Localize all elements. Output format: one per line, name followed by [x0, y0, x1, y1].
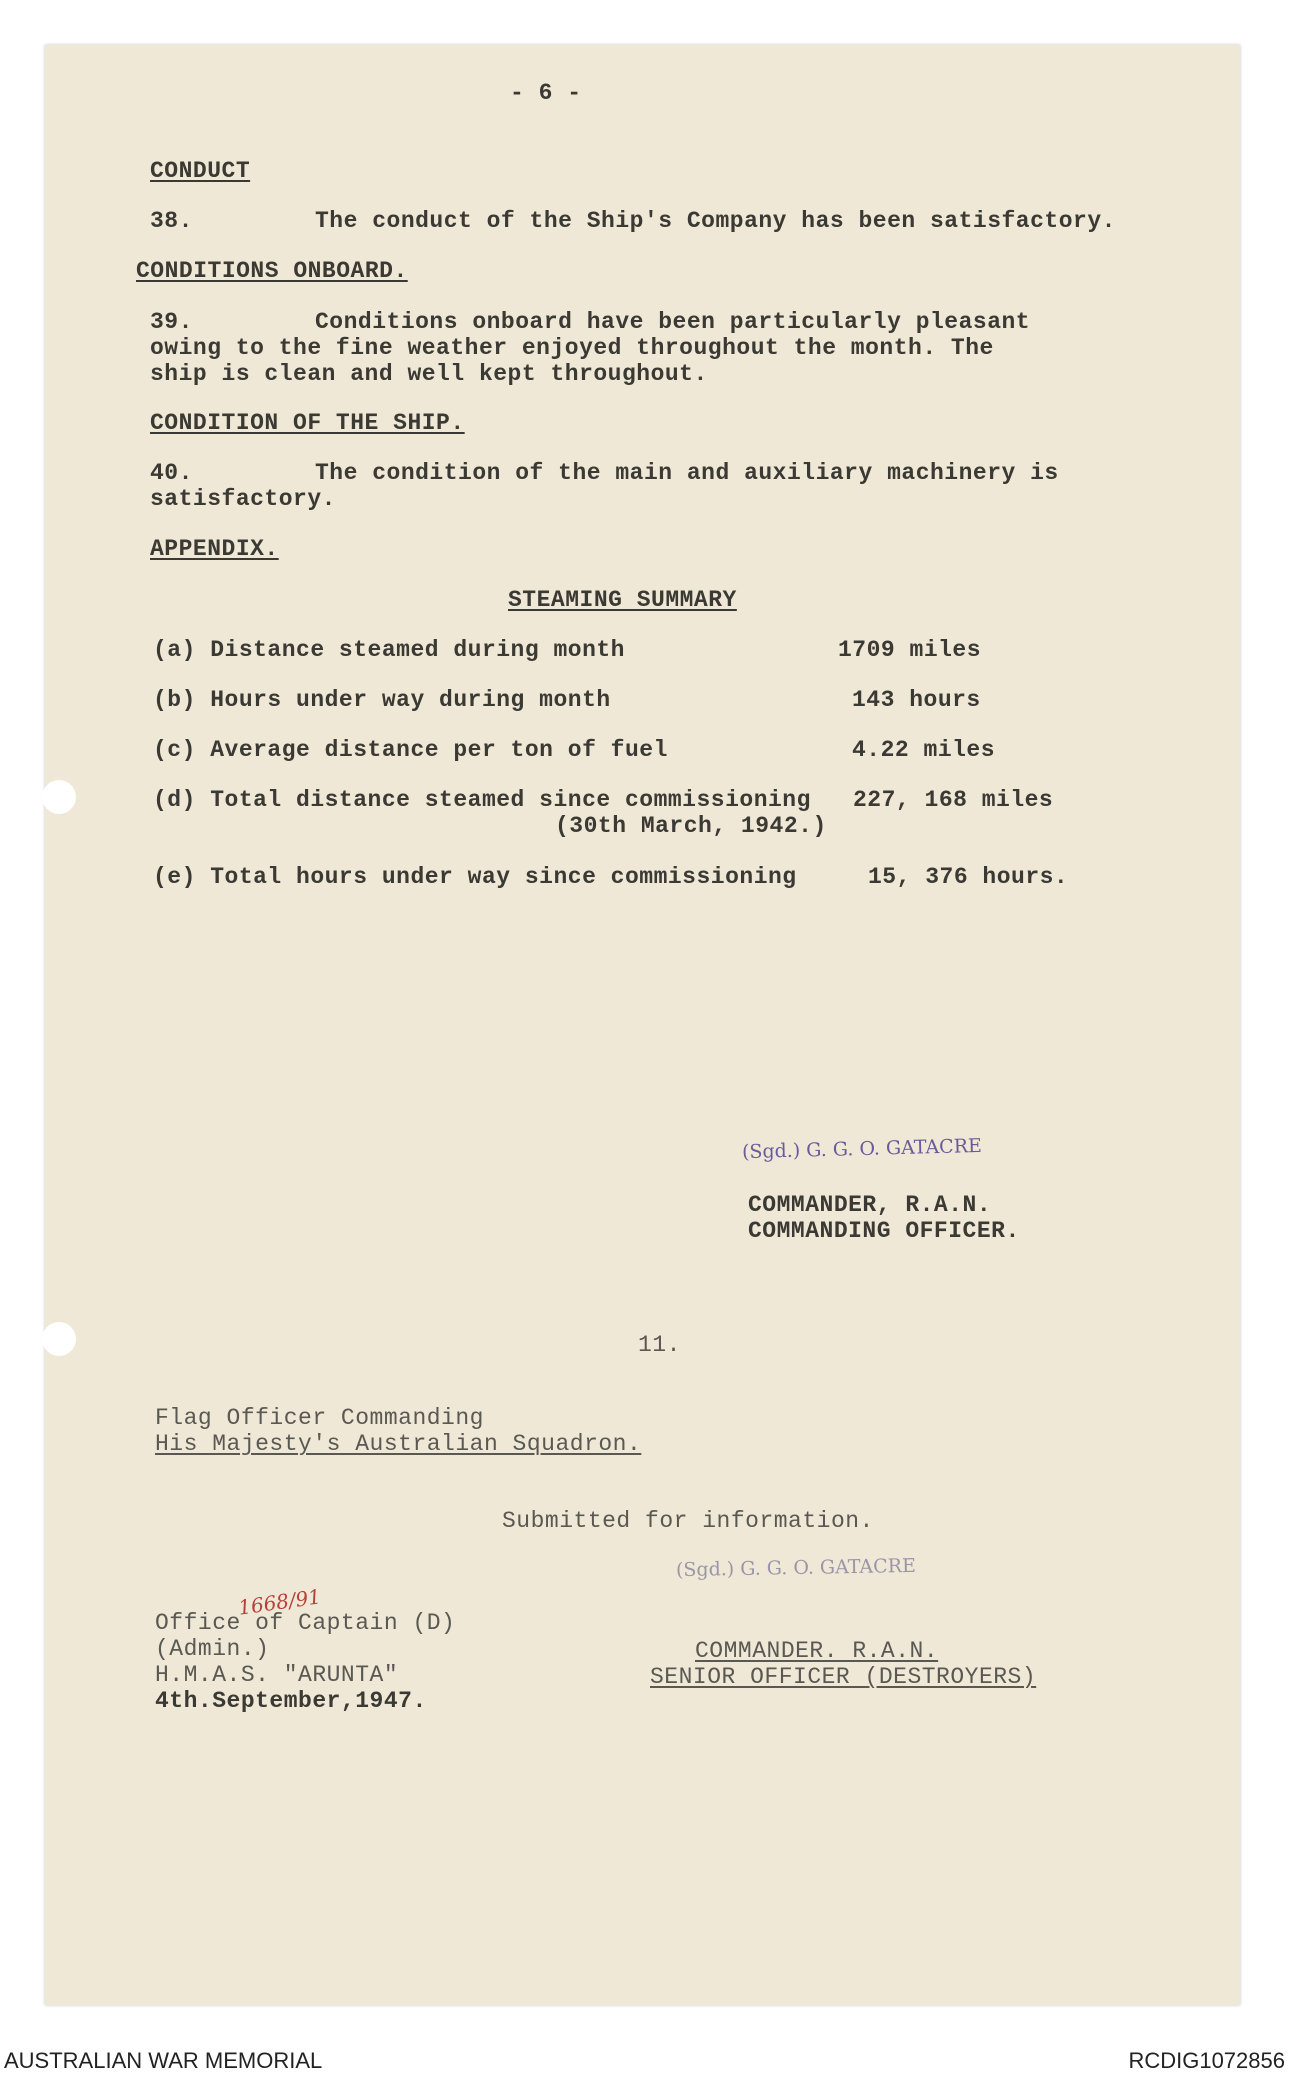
punch-hole [42, 1322, 76, 1356]
summary-item-value: 143 hours [852, 687, 981, 713]
summary-item-label: (e) Total hours under way since commissioning [153, 864, 797, 890]
summary-item-value: 227, 168 miles [853, 787, 1054, 813]
endorsement-number: 11. [638, 1332, 681, 1358]
office-date: 4th.September,1947. [155, 1688, 427, 1714]
paragraph-number: 40. [150, 460, 193, 486]
signature-role: COMMANDING OFFICER. [748, 1218, 1020, 1244]
paragraph-number: 39. [150, 309, 193, 335]
summary-item-label: (c) Average distance per ton of fuel [153, 737, 668, 763]
paragraph-text: The condition of the main and auxiliary machinery is [315, 460, 1059, 486]
office-line: H.M.A.S. "ARUNTA" [155, 1662, 399, 1688]
signature-title: COMMANDER, R.A.N. [748, 1192, 992, 1218]
section-heading-conditions: CONDITIONS ONBOARD. [136, 258, 408, 284]
signature-title: COMMANDER. R.A.N. [695, 1638, 939, 1664]
footer-right-label: RCDIG1072856 [1128, 2048, 1285, 2073]
paragraph-text: Conditions onboard have been particularly pleasant [315, 309, 1031, 335]
steaming-summary-title: STEAMING SUMMARY [508, 587, 737, 613]
signature-stamp: (Sgd.) G. G. O. GATACRE [741, 1134, 983, 1164]
paragraph-text: The conduct of the Ship's Company has been satisfactory. [315, 208, 1116, 234]
section-heading-conduct: CONDUCT [150, 158, 251, 184]
summary-item-value: 4.22 miles [852, 737, 996, 763]
submitted-text: Submitted for information. [502, 1508, 874, 1534]
section-heading-appendix: APPENDIX. [150, 536, 279, 562]
section-heading-condition-ship: CONDITION OF THE SHIP. [150, 410, 465, 436]
signature-role: SENIOR OFFICER (DESTROYERS) [650, 1664, 1037, 1690]
summary-item-label: (b) Hours under way during month [153, 687, 611, 713]
punch-hole [42, 780, 76, 814]
office-line: Office of Captain (D) [155, 1610, 456, 1636]
paragraph-number: 38. [150, 208, 193, 234]
paragraph-text: satisfactory. [150, 486, 336, 512]
handwritten-reference: 1668/91 [236, 1584, 323, 1620]
addressee-line: Flag Officer Commanding [155, 1405, 484, 1431]
summary-item-note: (30th March, 1942.) [555, 813, 827, 839]
addressee-line: His Majesty's Australian Squadron. [155, 1431, 642, 1457]
summary-item-label: (a) Distance steamed during month [153, 637, 625, 663]
summary-item-label: (d) Total distance steamed since commissioning [153, 787, 811, 813]
footer-left-label: AUSTRALIAN WAR MEMORIAL [4, 2048, 323, 2073]
paragraph-text: ship is clean and well kept throughout. [150, 361, 708, 387]
signature-stamp: (Sgd.) G. G. O. GATACRE [675, 1554, 917, 1582]
summary-item-value: 1709 miles [838, 637, 982, 663]
page-number: - 6 - [510, 80, 582, 106]
office-line: (Admin.) [155, 1636, 270, 1662]
paragraph-text: owing to the fine weather enjoyed throughout the month. The [150, 335, 994, 361]
summary-item-value: 15, 376 hours. [868, 864, 1069, 890]
